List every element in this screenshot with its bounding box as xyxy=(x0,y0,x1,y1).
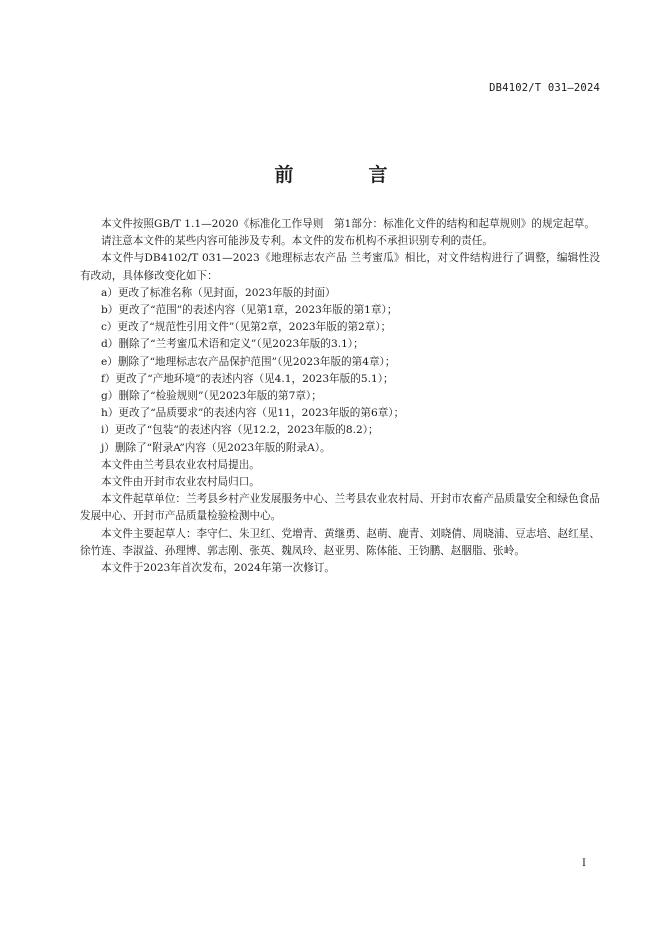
change-item: g）删除了“检验规则”（见2023年版的第7章）； xyxy=(101,390,322,403)
paragraph: 本文件于2023年首次发布，2024年第一次修订。 xyxy=(101,562,336,575)
change-item: i）更改了“包装”的表述内容（见12.2，2023年版的8.2）； xyxy=(101,424,379,437)
paragraph: 本文件由开封市农业农村局归口。 xyxy=(101,476,260,489)
change-item: b）更改了“范围”的表述内容（见第1章，2023年版的第1章）； xyxy=(101,304,398,317)
change-item: h）更改了“品质要求”的表述内容（见11，2023年版的第6章）； xyxy=(101,407,405,420)
paragraph: 请注意本文件的某些内容可能涉及专利。本文件的发布机构不承担识别专利的责任。 xyxy=(101,235,493,248)
change-item: e）删除了“地理标志农产品保护范围”（见2023年版的第4章）； xyxy=(101,355,396,368)
paragraph: 本文件按照GB/T 1.1—2020《标准化工作导则 第1部分：标准化文件的结构和起草规则》的规定起草。 xyxy=(101,218,595,230)
paragraph: 本文件由兰考县农业农村局提出。 xyxy=(101,458,260,471)
foreword-body xyxy=(80,216,600,577)
paragraph: 本文件主要起草人：李守仁、朱卫红、党增青、黄继勇、赵萌、鹿青、刘晓倩、周晓浦、豆志培、赵红星、徐竹连、李淑益、孙理博、郭志刚、张英、魏凤玲、赵亚男、陈体能、王钧鹏、赵胭脂、张岭。 xyxy=(80,527,600,557)
paragraph: 本文件起草单位：兰考县乡村产业发展服务中心、兰考县农业农村局、开封市农畜产品质量安全和绿色食品发展中心、开封市产品质量检验检测中心。 xyxy=(80,493,600,523)
page-number: I xyxy=(582,858,586,869)
change-item: a）更改了标准名称（见封面，2023年版的封面） xyxy=(101,286,336,299)
document-code: DB4102/T 031—2024 xyxy=(489,82,600,94)
change-item: c）更改了“规范性引用文件”（见第2章，2023年版的第2章）； xyxy=(101,321,392,334)
change-item: d）删除了“兰考蜜瓜术语和定义”（见2023年版的3.1）； xyxy=(101,338,364,351)
section-title: 前 言 xyxy=(274,164,416,186)
change-item: f）更改了“产地环境”的表述内容（见4.1，2023年版的5.1）； xyxy=(101,372,394,385)
change-item: j）删除了“附录A”内容（见2023年版的附录A）。 xyxy=(101,441,331,454)
paragraph: 本文件与DB4102/T 031—2023《地理标志农产品 兰考蜜瓜》相比，对文件结构进行了调整，编辑性没有改动，具体修改变化如下： xyxy=(80,252,600,282)
